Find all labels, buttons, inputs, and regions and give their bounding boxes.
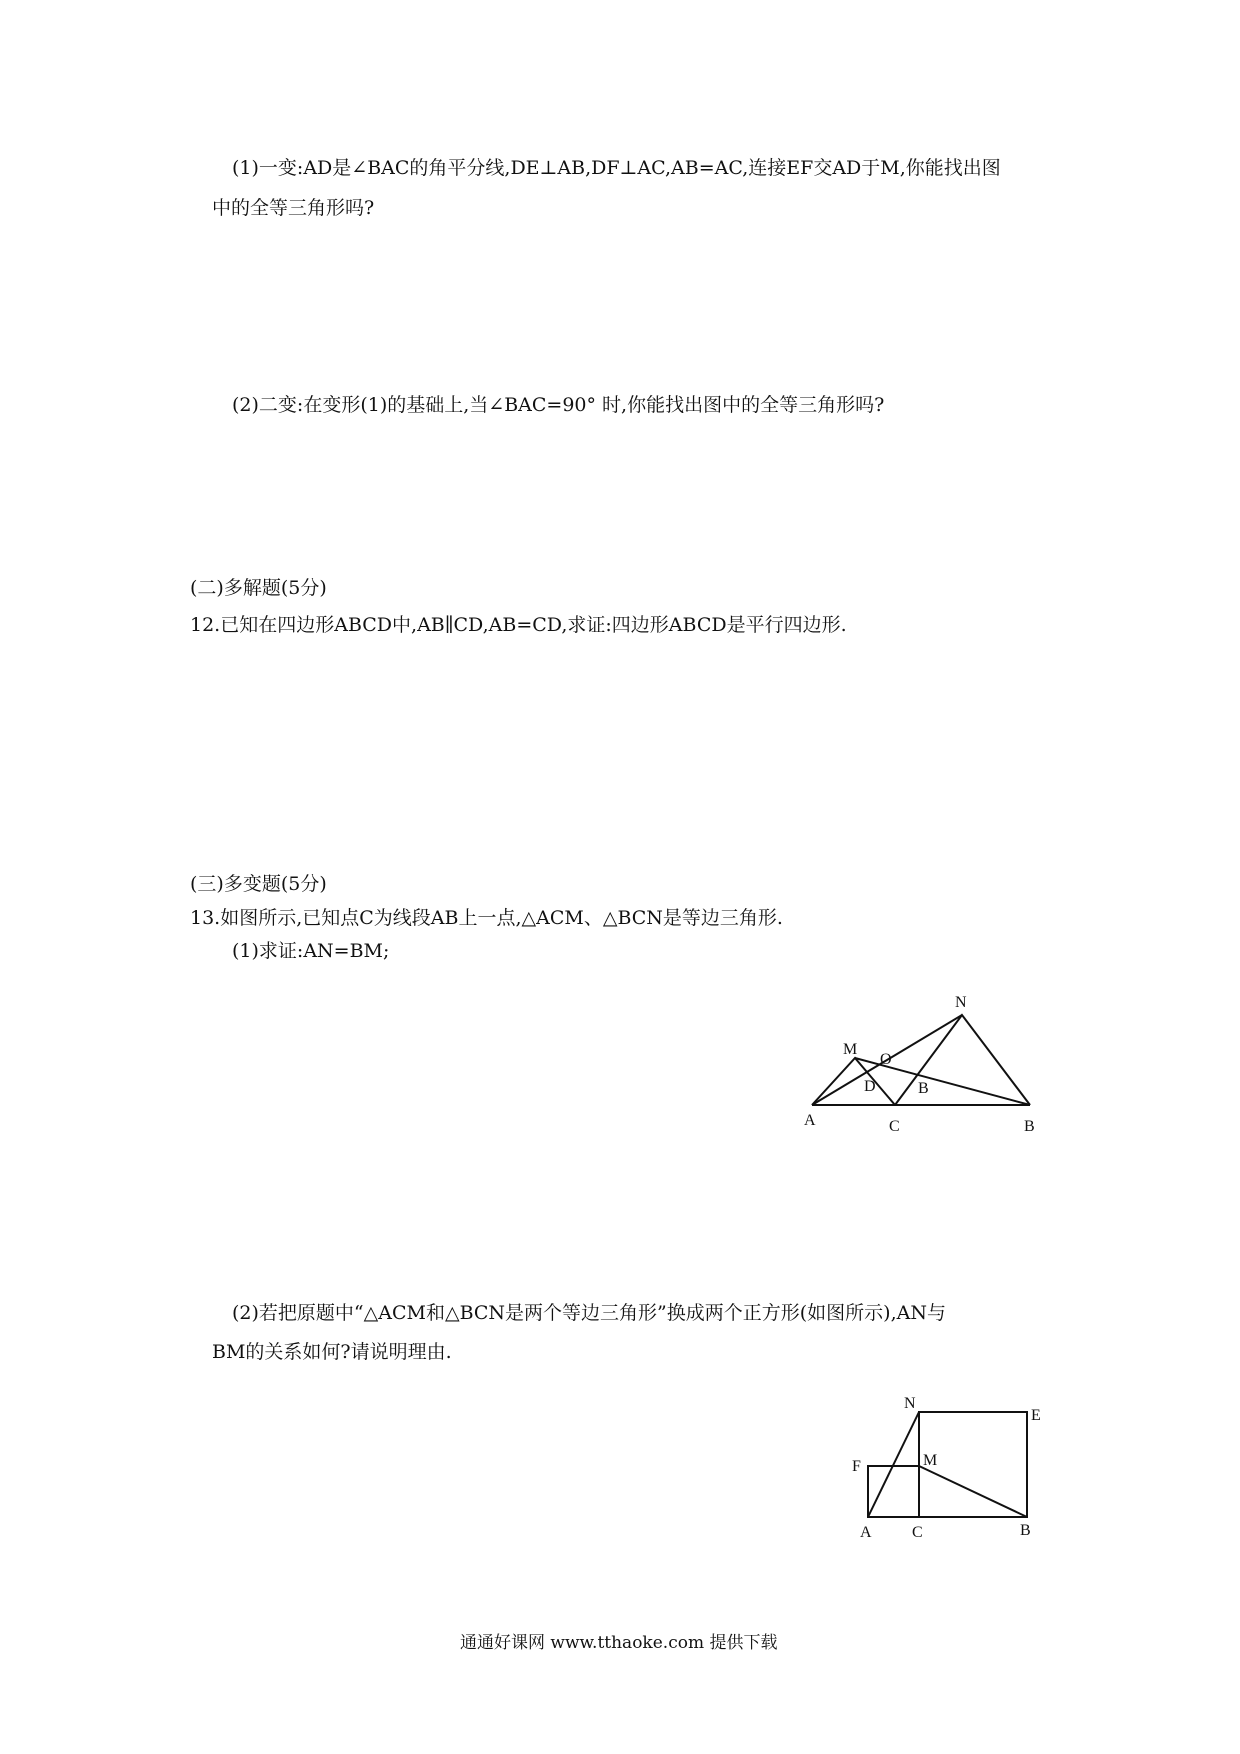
section-2-heading: (二)多解题(5分) bbox=[190, 577, 327, 599]
question-13-part2-line1: (2)若把原题中“△ACM和△BCN是两个等边三角形”换成两个正方形(如图所示),AN与 bbox=[232, 1302, 946, 1324]
question-13: 13.如图所示,已知点C为线段AB上一点,△ACM、△BCN是等边三角形. bbox=[190, 907, 783, 929]
label-n: N bbox=[955, 994, 967, 1011]
segment-bm bbox=[919, 1466, 1027, 1517]
segment-an bbox=[868, 1412, 919, 1517]
label-m: M bbox=[923, 1452, 938, 1469]
label-d: D bbox=[864, 1078, 876, 1095]
figure-equilateral-triangles bbox=[800, 985, 1050, 1135]
question-11-part2: (2)二变:在变形(1)的基础上,当∠BAC=90° 时,你能找出图中的全等三角形吗? bbox=[232, 394, 885, 416]
label-f: F bbox=[852, 1458, 861, 1475]
label-o: O bbox=[880, 1051, 892, 1068]
figure2-lines bbox=[868, 1412, 1027, 1517]
label-a: A bbox=[804, 1112, 816, 1129]
label-m: M bbox=[843, 1041, 858, 1058]
triangle-bcn bbox=[895, 1015, 1030, 1105]
question-11-part1-line1: (1)一变:AD是∠BAC的角平分线,DE⊥AB,DF⊥AC,AB=AC,连接EF交AD于M,你能找出图 bbox=[232, 157, 1001, 179]
label-b: B bbox=[1024, 1118, 1035, 1135]
question-11-part1-line2: 中的全等三角形吗? bbox=[212, 197, 375, 219]
section-3-heading: (三)多变题(5分) bbox=[190, 873, 327, 895]
question-13-part2-line2: BM的关系如何?请说明理由. bbox=[212, 1341, 452, 1363]
square-acmf bbox=[868, 1466, 919, 1517]
figure-two-squares bbox=[840, 1375, 1060, 1545]
label-c: C bbox=[912, 1524, 923, 1541]
label-c: C bbox=[889, 1118, 900, 1135]
footer-text: 通通好课网 www.tthaoke.com 提供下载 bbox=[460, 1633, 778, 1653]
label-a: A bbox=[860, 1524, 872, 1541]
label-e: B bbox=[918, 1080, 929, 1097]
label-n: N bbox=[904, 1395, 916, 1412]
question-12: 12.已知在四边形ABCD中,AB∥CD,AB=CD,求证:四边形ABCD是平行四边形. bbox=[190, 614, 847, 636]
label-e: E bbox=[1031, 1407, 1041, 1424]
question-13-part1: (1)求证:AN=BM; bbox=[232, 940, 390, 962]
label-b: B bbox=[1020, 1522, 1031, 1539]
